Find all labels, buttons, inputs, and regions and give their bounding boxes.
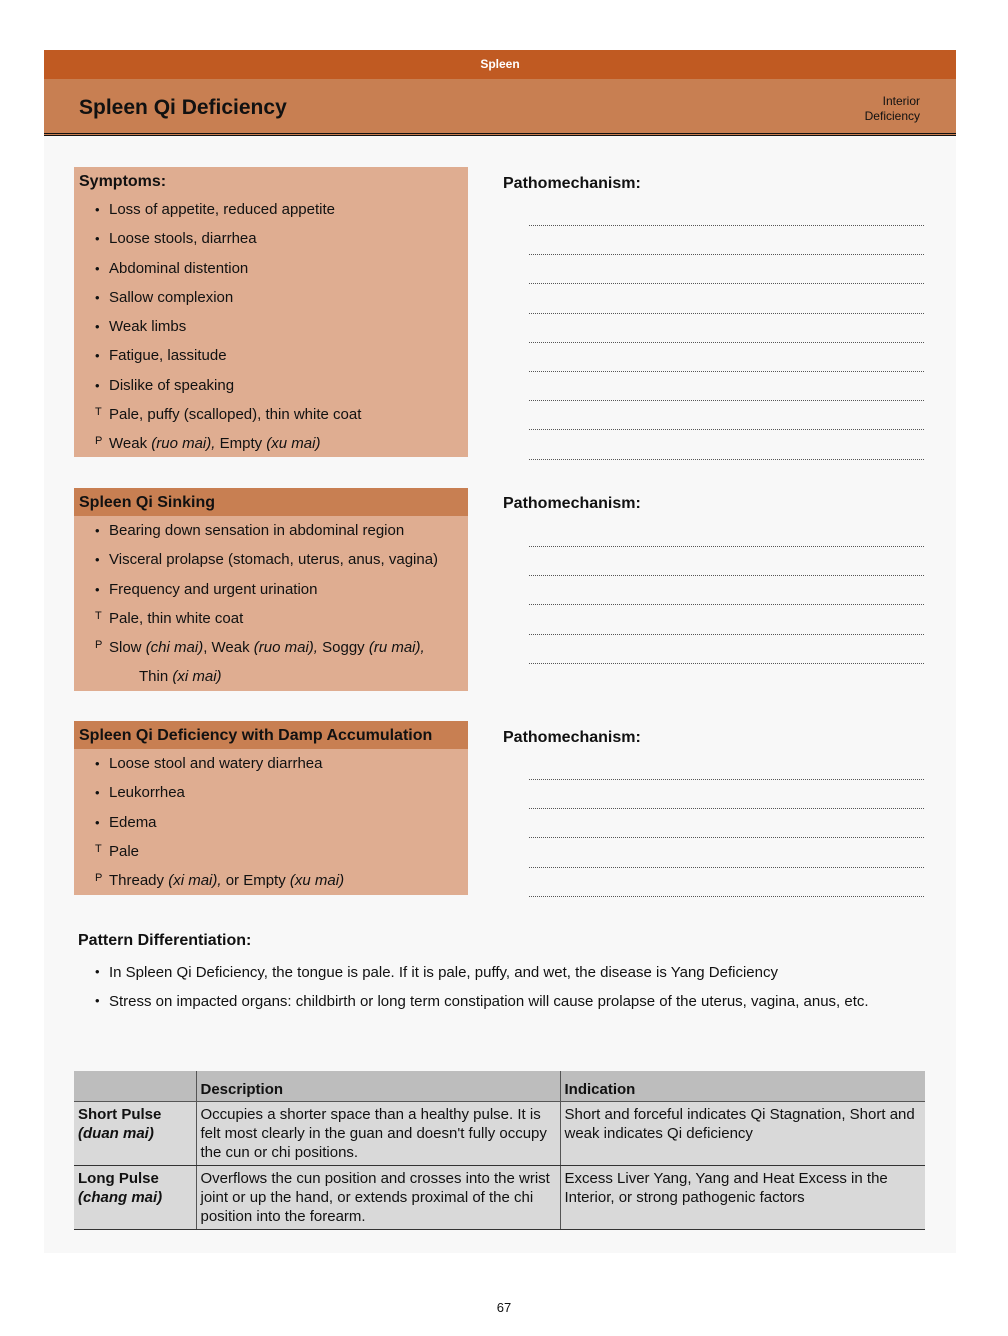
- list-item: [74, 312, 468, 341]
- list-item: [74, 254, 468, 283]
- list-item: [74, 575, 468, 604]
- bullet-icon: •: [95, 785, 100, 801]
- item-text: Weak limbs: [109, 318, 187, 336]
- description-cell: Occupies a shorter space than a healthy pulse. It is felt most clearly in the guan and doesn't fully occupy the cun or chi positions.: [196, 1101, 560, 1165]
- answer-line: [529, 575, 924, 576]
- bullet-icon: •: [95, 523, 100, 538]
- list-item: [74, 516, 468, 545]
- pulse-table: [74, 1071, 925, 1230]
- pulse-name-cell: [74, 1101, 196, 1165]
- bullet-icon: •: [95, 993, 100, 1008]
- item-text: (xu mai): [266, 435, 321, 453]
- pulse-name-cell: [74, 1165, 196, 1229]
- item-text: , Weak: [203, 639, 254, 657]
- pattern-heading: Pattern Differentiation:: [78, 932, 252, 949]
- category-line: Interior: [882, 94, 920, 108]
- answer-line: [529, 283, 924, 284]
- bullet-icon: •: [95, 202, 100, 217]
- item-text: Edema: [109, 813, 157, 831]
- item-text: (ruo mai),: [253, 639, 318, 657]
- list-item: [74, 808, 468, 837]
- item-text: Thready: [109, 872, 169, 890]
- bullet-icon: •: [95, 964, 100, 979]
- answer-line: [529, 663, 924, 664]
- pulse-name: Long Pulse: [78, 1169, 159, 1187]
- list-item: [74, 224, 468, 253]
- list-item: [74, 778, 468, 807]
- tongue-marker: T: [95, 842, 102, 855]
- item-text: or Empty: [221, 872, 290, 890]
- answer-line: [529, 371, 924, 372]
- table-row: [74, 1101, 925, 1165]
- item-text: Abdominal distention: [109, 259, 249, 277]
- item-text: Leukorrhea: [109, 784, 185, 802]
- list-item: [74, 429, 468, 458]
- bullet-icon: •: [95, 289, 100, 305]
- page-number: 67: [496, 1300, 512, 1315]
- list-item: [74, 749, 468, 778]
- column-header: Indication: [560, 1071, 925, 1101]
- answer-line: [529, 225, 924, 226]
- pulse-marker: P: [95, 639, 103, 652]
- qi-sinking-box: [74, 488, 468, 691]
- item-text: (xi mai): [172, 668, 222, 686]
- table-header: [74, 1071, 925, 1101]
- answer-line: [529, 837, 924, 838]
- bullet-icon: •: [95, 231, 100, 247]
- item-text: Loose stools, diarrhea: [109, 230, 257, 248]
- list-item: [74, 341, 468, 370]
- item-text: Dislike of speaking: [109, 376, 235, 394]
- pattern-item: [74, 964, 934, 981]
- title-bar: [44, 79, 956, 136]
- item-text: Bearing down sensation in abdominal region: [109, 522, 405, 539]
- item-text: (ruo mai),: [151, 435, 216, 453]
- item-text: Sallow complexion: [109, 288, 234, 306]
- box-heading: Spleen Qi Deficiency with Damp Accumulation: [74, 721, 468, 749]
- list-item: [74, 283, 468, 312]
- bullet-icon: •: [95, 377, 100, 393]
- indication-cell: Short and forceful indicates Qi Stagnation, Short and weak indicates Qi deficiency: [560, 1101, 925, 1165]
- bullet-icon: •: [95, 581, 100, 597]
- answer-line: [529, 779, 924, 780]
- list-item: [74, 866, 468, 895]
- list-item: [74, 195, 468, 224]
- answer-line: [529, 634, 924, 635]
- answer-line: [529, 429, 924, 430]
- damp-accumulation-box: [74, 721, 468, 895]
- item-text: Slow: [109, 639, 146, 657]
- box-heading: Spleen Qi Sinking: [74, 488, 468, 516]
- pulse-pinyin: (duan mai): [78, 1124, 154, 1142]
- indication-cell: Excess Liver Yang, Yang and Heat Excess in the Interior, or strong pathogenic factors: [560, 1165, 925, 1229]
- list-item: [74, 837, 468, 866]
- item-text: Loose stool and watery diarrhea: [109, 755, 323, 772]
- item-text: Frequency and urgent urination: [109, 580, 318, 598]
- answer-line: [529, 342, 924, 343]
- list-item: [74, 662, 468, 691]
- item-text: Visceral prolapse (stomach, uterus, anus, vagina): [109, 551, 439, 569]
- answer-line: [529, 459, 924, 460]
- item-text: (xu mai): [289, 872, 345, 890]
- bullet-icon: •: [95, 260, 100, 276]
- item-text: Weak: [109, 435, 152, 453]
- list-item: [74, 545, 468, 574]
- pulse-marker: P: [95, 435, 103, 448]
- pathomechanism-label: Pathomechanism:: [503, 175, 641, 192]
- pathomechanism-label: Pathomechanism:: [503, 495, 641, 512]
- item-text: Pale, thin white coat: [109, 609, 244, 627]
- page-title: Spleen Qi Deficiency: [79, 96, 287, 119]
- answer-line: [529, 254, 924, 255]
- bullet-icon: •: [95, 756, 100, 771]
- list-item: [74, 400, 468, 429]
- pattern-item: [74, 993, 934, 1010]
- table-row: [74, 1165, 925, 1229]
- section-bar: Spleen: [44, 50, 956, 79]
- box-heading: Symptoms:: [79, 173, 167, 190]
- item-text: Empty: [215, 435, 267, 453]
- description-cell: Overflows the cun position and crosses into the wrist joint or up the hand, or extends proximal of the chi position into the forearm.: [196, 1165, 560, 1229]
- pathomechanism-label: Pathomechanism:: [503, 729, 641, 746]
- bullet-icon: •: [95, 348, 100, 364]
- category-label: [865, 94, 920, 124]
- item-text: Fatigue, lassitude: [109, 347, 227, 365]
- column-header: Description: [196, 1071, 560, 1101]
- pulse-pinyin: (chang mai): [78, 1188, 163, 1206]
- symptoms-box: [74, 167, 468, 457]
- pulse-marker: P: [95, 872, 103, 885]
- item-text: (xi mai),: [168, 872, 222, 890]
- tongue-marker: T: [95, 609, 102, 622]
- item-text: (ru mai),: [368, 639, 425, 657]
- item-text: Pale: [109, 842, 140, 860]
- list-item: [74, 371, 468, 400]
- item-text: Loss of appetite, reduced appetite: [109, 201, 335, 218]
- list-item: [74, 633, 468, 662]
- item-text: (chi mai): [145, 639, 204, 657]
- answer-line: [529, 546, 924, 547]
- answer-line: [529, 808, 924, 809]
- pattern-text: Stress on impacted organs: childbirth or long term constipation will cause prolapse of the uterus, vagina, anus, etc.: [109, 993, 869, 1010]
- bullet-icon: •: [95, 319, 100, 335]
- pulse-name: Short Pulse: [78, 1105, 162, 1123]
- answer-line: [529, 604, 924, 605]
- column-header: [74, 1071, 196, 1101]
- list-item: [74, 604, 468, 633]
- answer-line: [529, 400, 924, 401]
- tongue-marker: T: [95, 406, 102, 419]
- bullet-icon: •: [95, 814, 100, 830]
- item-text: Thin: [139, 668, 173, 686]
- answer-line: [529, 896, 924, 897]
- pattern-text: In Spleen Qi Deficiency, the tongue is pale. If it is pale, puffy, and wet, the disease is Yang Deficiency: [109, 964, 778, 981]
- item-text: Pale, puffy (scalloped), thin white coat: [109, 406, 362, 424]
- answer-line: [529, 867, 924, 868]
- item-text: Soggy: [317, 639, 369, 657]
- category-line: Deficiency: [864, 109, 920, 123]
- answer-line: [529, 313, 924, 314]
- bullet-icon: •: [95, 552, 100, 568]
